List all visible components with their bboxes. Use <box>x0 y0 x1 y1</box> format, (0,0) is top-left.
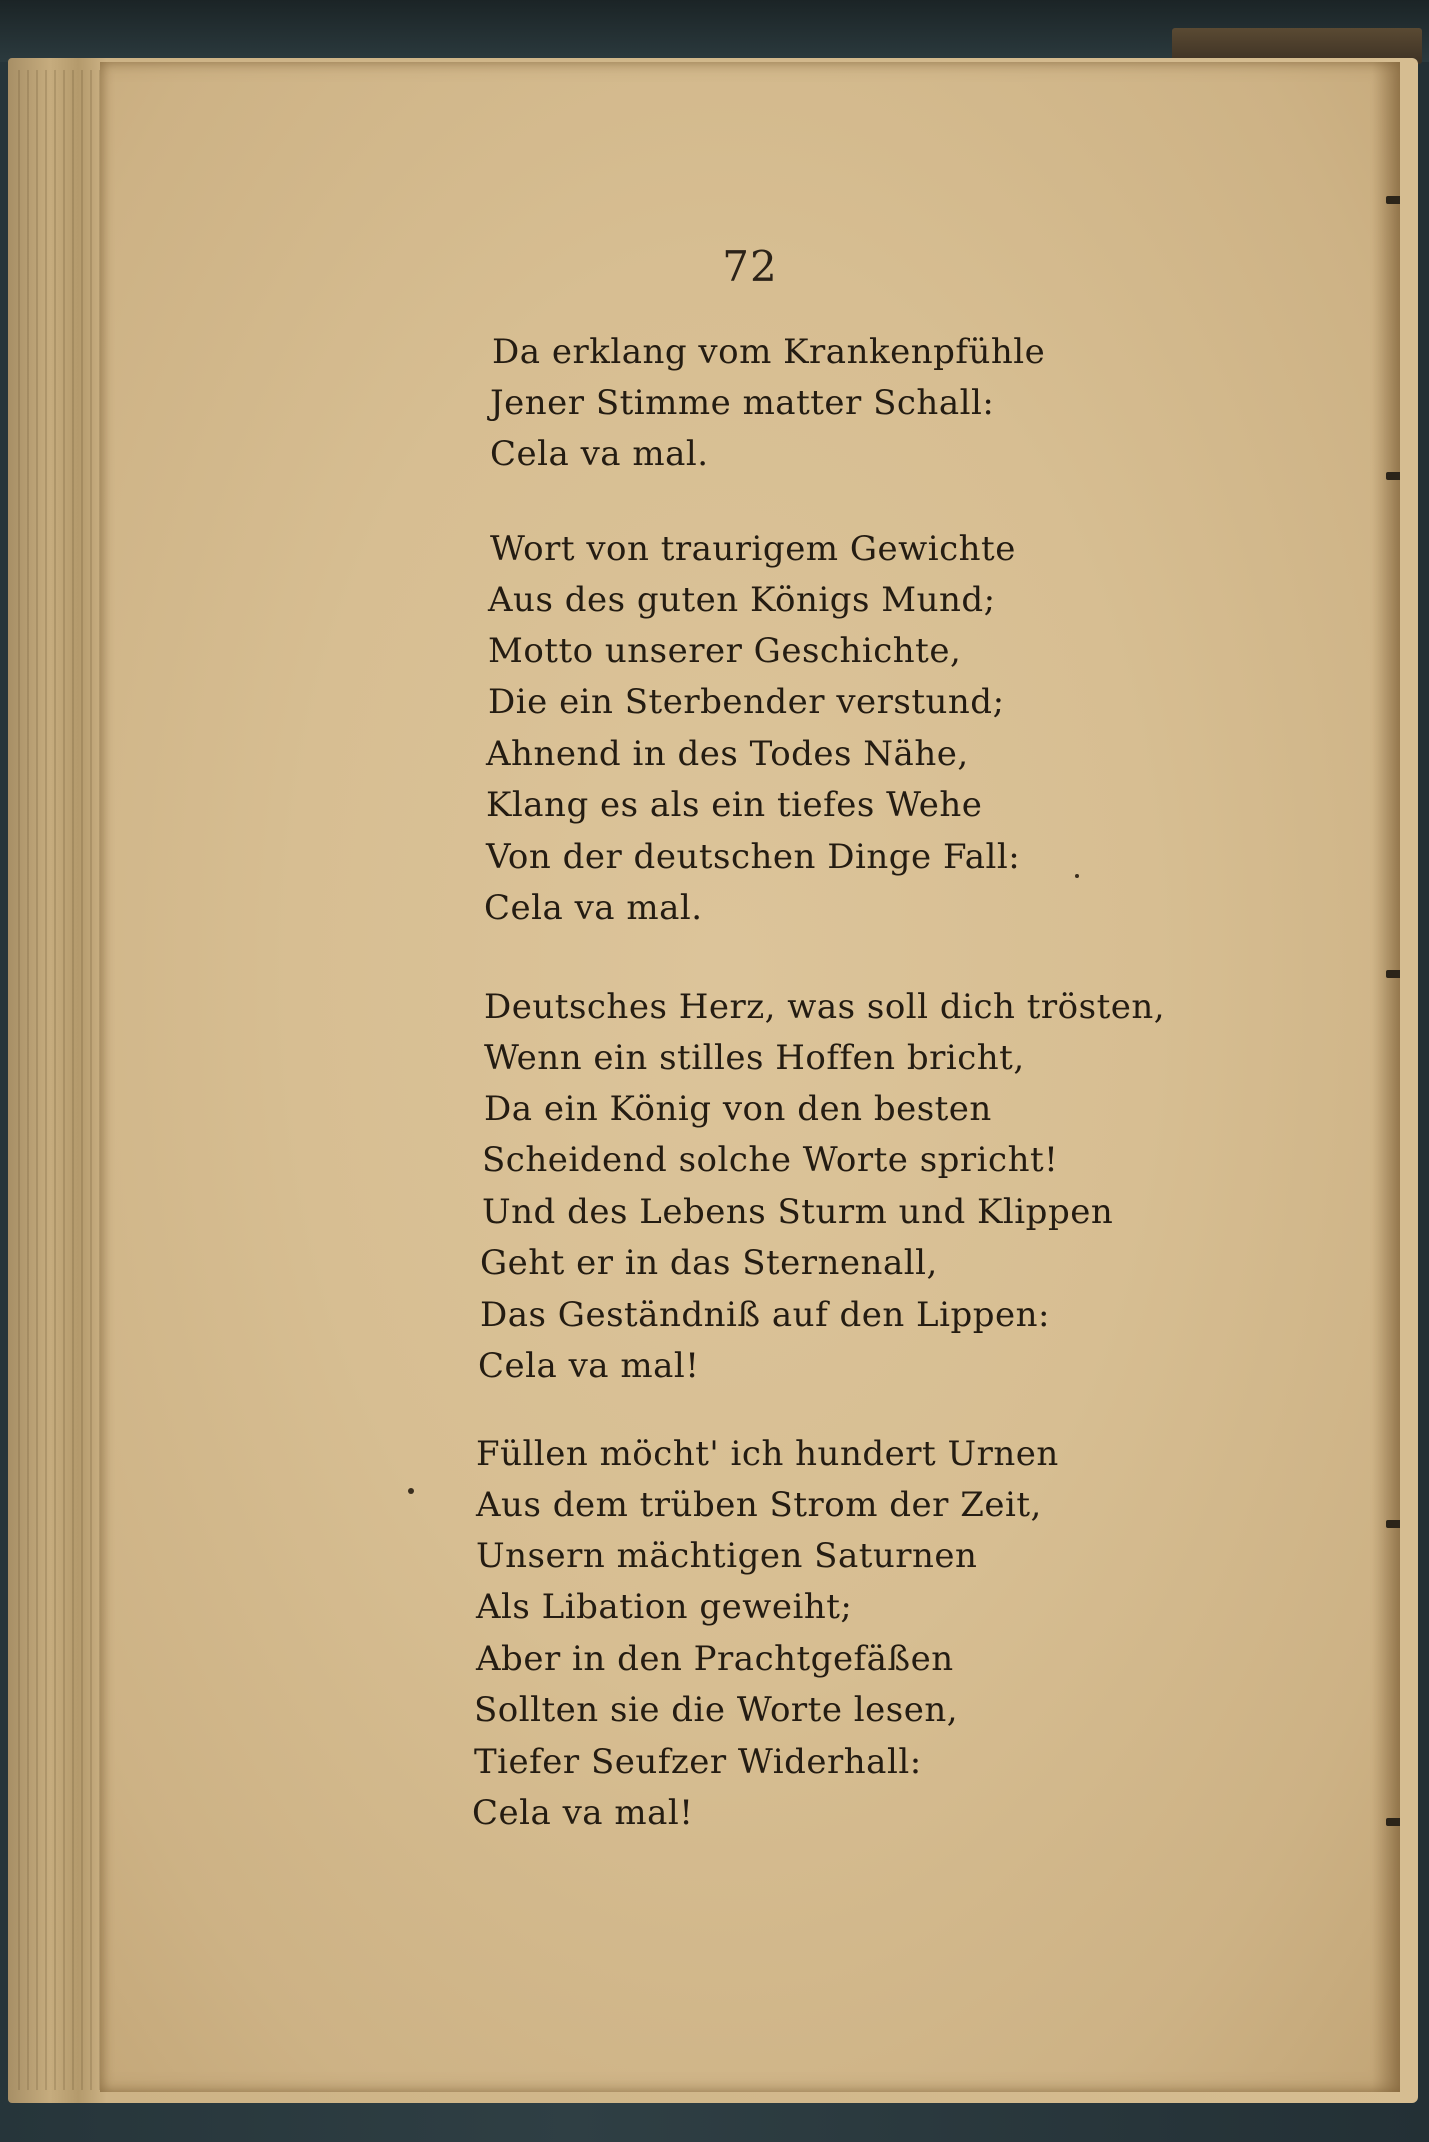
poem-line: Als Libation geweiht; <box>476 1587 853 1627</box>
poem-line: Aus des guten Königs Mund; <box>488 580 996 620</box>
poem-line: Das Geständniß auf den Lippen: <box>480 1295 1051 1335</box>
poem-line: Unsern mächtigen Saturnen <box>476 1536 978 1576</box>
poem-line: Geht er in das Sternenall, <box>480 1243 938 1283</box>
poem-line: Wenn ein stilles Hoffen bricht, <box>484 1038 1025 1078</box>
poem <box>100 62 1400 2092</box>
poem-line: Von der deutschen Dinge Fall: <box>486 837 1021 877</box>
poem-line: Jener Stimme matter Schall: <box>490 383 995 423</box>
poem-line: Cela va mal! <box>478 1346 700 1386</box>
poem-line: Motto unserer Geschichte, <box>488 631 962 671</box>
poem-line: Die ein Sterbender verstund; <box>488 682 1005 722</box>
poem-line: Scheidend solche Worte spricht! <box>482 1140 1059 1180</box>
poem-line: Deutsches Herz, was soll dich trösten, <box>484 987 1166 1027</box>
poem-line: Cela va mal! <box>472 1793 694 1833</box>
poem-line: Füllen möcht' ich hundert Urnen <box>476 1434 1059 1474</box>
poem-line: Klang es als ein tiefes Wehe <box>486 785 983 825</box>
poem-line: Ahnend in des Todes Nähe, <box>486 734 969 774</box>
page-number: 72 <box>722 242 778 291</box>
poem-line: Cela va mal. <box>490 434 709 474</box>
page-edges <box>18 70 108 2090</box>
poem-line: Aber in den Prachtgefäßen <box>476 1639 954 1679</box>
poem-line: Da ein König von den besten <box>484 1089 992 1129</box>
poem-line: Wort von traurigem Gewichte <box>490 529 1016 569</box>
poem-line: Cela va mal. <box>484 888 703 928</box>
book-page <box>100 62 1400 2092</box>
poem-line: Tiefer Seufzer Widerhall: <box>474 1742 922 1782</box>
poem-line: Und des Lebens Sturm und Klippen <box>482 1192 1114 1232</box>
poem-line: Da erklang vom Krankenpfühle <box>492 332 1046 372</box>
poem-line: Aus dem trüben Strom der Zeit, <box>476 1485 1042 1525</box>
poem-line: Sollten sie die Worte lesen, <box>474 1690 959 1730</box>
